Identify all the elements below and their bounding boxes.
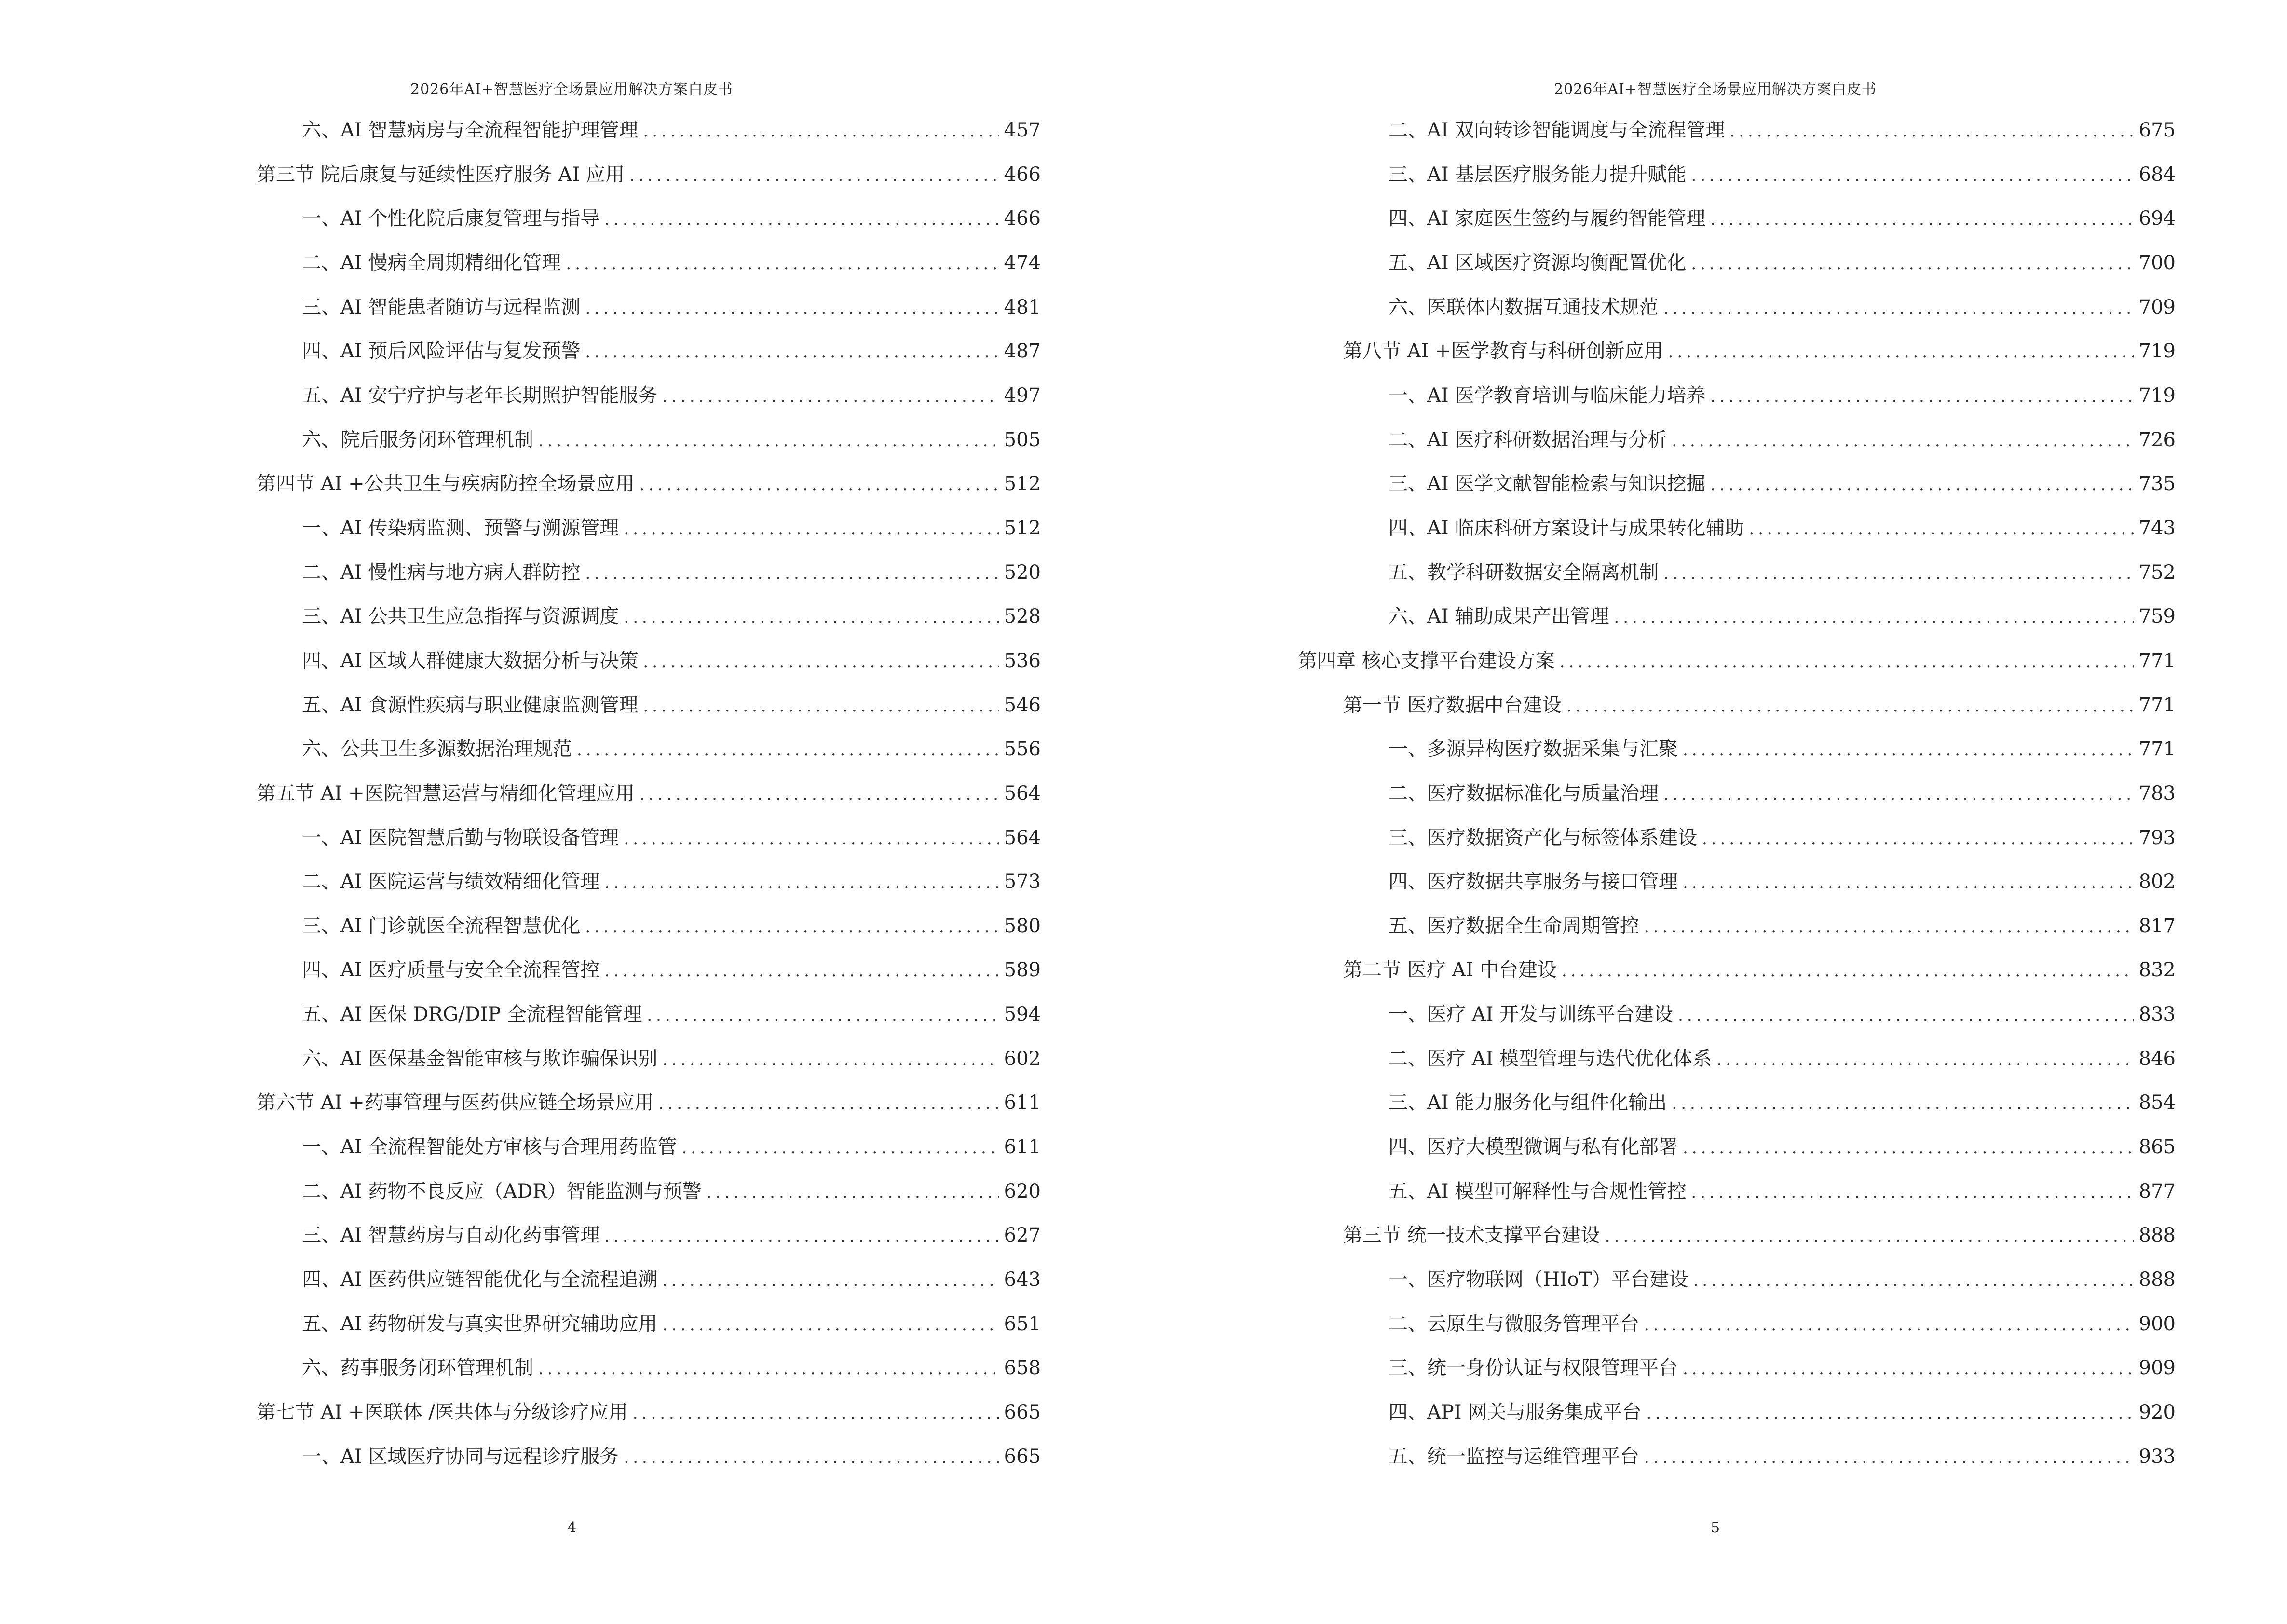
toc-entry-page: 520 bbox=[1004, 561, 1041, 584]
dot-leader bbox=[1691, 1178, 2134, 1207]
toc-entry-page: 602 bbox=[1004, 1047, 1041, 1070]
dot-leader bbox=[1691, 161, 2134, 190]
toc-entry[interactable] bbox=[1298, 425, 2176, 454]
toc-entry-title: 四、医疗数据共享服务与接口管理 bbox=[1389, 871, 1678, 893]
toc-entry[interactable] bbox=[211, 735, 1041, 764]
toc-entry-title: 六、AI 辅助成果产出管理 bbox=[1389, 605, 1609, 628]
toc-entry-title: 三、AI 门诊就医全流程智慧优化 bbox=[302, 914, 581, 937]
toc-entry-page: 594 bbox=[1004, 1003, 1041, 1026]
toc-entry[interactable] bbox=[1298, 602, 2176, 631]
dot-leader bbox=[585, 338, 999, 367]
toc-entry-title: 五、统一监控与运维管理平台 bbox=[1389, 1445, 1639, 1468]
toc-entry[interactable] bbox=[1298, 823, 2176, 852]
toc-entry-page: 580 bbox=[1004, 914, 1041, 937]
toc-entry-title: 二、AI 药物不良反应（ADR）智能监测与预警 bbox=[302, 1180, 702, 1202]
toc-entry-page: 888 bbox=[2138, 1269, 2176, 1291]
page-number: 4 bbox=[567, 1519, 577, 1536]
toc-entry-title: 一、AI 全流程智能处方审核与合理用药监管 bbox=[302, 1136, 677, 1159]
toc-entry-page: 466 bbox=[1004, 163, 1041, 186]
toc-entry[interactable] bbox=[211, 514, 1041, 543]
dot-leader bbox=[1729, 117, 2134, 146]
toc-entry[interactable] bbox=[1298, 116, 2176, 145]
dot-leader bbox=[1749, 515, 2134, 544]
toc-entry-title: 一、医疗物联网（HIoT）平台建设 bbox=[1389, 1269, 1688, 1291]
dot-leader bbox=[643, 647, 999, 676]
toc-entry[interactable] bbox=[1298, 1442, 2176, 1471]
dot-leader bbox=[577, 736, 999, 764]
toc-entry[interactable] bbox=[211, 646, 1041, 675]
toc-entry[interactable] bbox=[211, 602, 1041, 631]
toc-entry-title: 第五节 AI +医院智慧运营与精细化管理应用 bbox=[257, 782, 635, 805]
toc-entry-title: 六、公共卫生多源数据治理规范 bbox=[302, 738, 572, 761]
toc-entry-title: 四、API 网关与服务集成平台 bbox=[1389, 1401, 1642, 1424]
dot-leader bbox=[1614, 603, 2134, 632]
toc-entry-page: 474 bbox=[1004, 251, 1041, 274]
toc-entry-page: 546 bbox=[1004, 694, 1041, 716]
dot-leader bbox=[1644, 1310, 2134, 1339]
toc-entry-title: 五、医疗数据全生命周期管控 bbox=[1389, 914, 1639, 937]
toc-entry[interactable] bbox=[1298, 1044, 2176, 1073]
dot-leader bbox=[604, 1222, 999, 1251]
toc-entry-title: 第三节 院后康复与延续性医疗服务 AI 应用 bbox=[257, 163, 625, 186]
running-header: 2026年AI+智慧医疗全场景应用解决方案白皮书 bbox=[410, 81, 733, 98]
toc-entry-title: 四、AI 预后风险评估与复发预警 bbox=[302, 340, 581, 363]
toc-entry[interactable] bbox=[211, 1221, 1041, 1250]
dot-leader bbox=[640, 470, 999, 499]
dot-leader bbox=[662, 1310, 999, 1339]
toc-entry[interactable] bbox=[211, 1310, 1041, 1338]
dot-leader bbox=[604, 956, 999, 985]
toc-entry-page: 611 bbox=[1004, 1092, 1041, 1114]
toc-entry[interactable] bbox=[211, 912, 1041, 941]
toc-entry-page: 466 bbox=[1004, 207, 1041, 230]
toc-entry-title: 五、AI 安宁疗护与老年长期照护智能服务 bbox=[302, 384, 658, 407]
toc-entry-title: 三、AI 能力服务化与组件化输出 bbox=[1389, 1092, 1667, 1114]
toc-entry[interactable] bbox=[1298, 558, 2176, 587]
toc-entry-page: 487 bbox=[1004, 340, 1041, 363]
toc-entry-title: 六、院后服务闭环管理机制 bbox=[302, 428, 533, 451]
toc-entry-page: 771 bbox=[2138, 694, 2176, 716]
dot-leader bbox=[1668, 338, 2134, 367]
dot-leader bbox=[1678, 1001, 2134, 1030]
dot-leader bbox=[604, 205, 999, 234]
toc-entry-title: 三、统一身份认证与权限管理平台 bbox=[1389, 1357, 1678, 1379]
dot-leader bbox=[629, 161, 999, 190]
toc-entry-title: 第二节 医疗 AI 中台建设 bbox=[1343, 959, 1557, 982]
toc-entry-title: 四、AI 区域人群健康大数据分析与决策 bbox=[302, 649, 639, 672]
toc-entry-title: 三、AI 基层医疗服务能力提升赋能 bbox=[1389, 163, 1687, 186]
toc-entry-title: 六、AI 智慧病房与全流程智能护理管理 bbox=[302, 119, 639, 141]
dot-leader bbox=[662, 382, 999, 411]
toc-entry-page: 719 bbox=[2138, 384, 2176, 407]
toc-entry[interactable] bbox=[1298, 1265, 2176, 1294]
toc-entry-page: 817 bbox=[2138, 914, 2176, 937]
toc-entry[interactable] bbox=[1298, 1310, 2176, 1338]
toc-entry-page: 589 bbox=[1004, 959, 1041, 982]
toc-entry-page: 528 bbox=[1004, 605, 1041, 628]
toc-entry-title: 三、AI 医学文献智能检索与知识挖掘 bbox=[1389, 473, 1706, 495]
toc-entry-title: 第七节 AI +医联体 /医共体与分级诊疗应用 bbox=[257, 1401, 628, 1424]
toc-entry-title: 二、AI 慢病全周期精细化管理 bbox=[302, 251, 561, 274]
toc-entry-page: 611 bbox=[1004, 1136, 1041, 1159]
toc-entry-title: 一、AI 医院智慧后勤与物联设备管理 bbox=[302, 826, 619, 849]
toc-entry-page: 802 bbox=[2138, 871, 2176, 893]
toc-entry-page: 933 bbox=[2138, 1445, 2176, 1468]
dot-leader bbox=[633, 1399, 999, 1428]
dot-leader bbox=[1716, 1045, 2134, 1074]
toc-entry-page: 573 bbox=[1004, 871, 1041, 893]
toc-entry-title: 四、AI 医疗质量与安全全流程管控 bbox=[302, 959, 600, 982]
dot-leader bbox=[1693, 1266, 2134, 1295]
toc-entry[interactable] bbox=[211, 558, 1041, 587]
toc-entry[interactable] bbox=[211, 955, 1041, 984]
toc-entry[interactable] bbox=[211, 1133, 1041, 1161]
toc-entry[interactable] bbox=[211, 1398, 1041, 1427]
toc-entry-page: 658 bbox=[1004, 1357, 1041, 1379]
toc-entry-title: 三、AI 公共卫生应急指挥与资源调度 bbox=[302, 605, 619, 628]
toc-entry-title: 四、AI 医药供应链智能优化与全流程追溯 bbox=[302, 1269, 658, 1291]
toc-entry[interactable] bbox=[1298, 867, 2176, 896]
toc-entry-title: 第一节 医疗数据中台建设 bbox=[1343, 694, 1562, 716]
toc-entry[interactable] bbox=[1298, 1088, 2176, 1117]
dot-leader bbox=[624, 515, 999, 544]
toc-entry-title: 六、药事服务闭环管理机制 bbox=[302, 1357, 533, 1379]
toc-entry[interactable] bbox=[211, 823, 1041, 852]
toc-entry-title: 三、AI 智慧药房与自动化药事管理 bbox=[302, 1224, 600, 1247]
toc-entry-page: 735 bbox=[2138, 473, 2176, 495]
toc-entry-title: 一、医疗 AI 开发与训练平台建设 bbox=[1389, 1003, 1674, 1026]
toc-entry[interactable] bbox=[1298, 1221, 2176, 1250]
dot-leader bbox=[604, 868, 999, 897]
toc-entry[interactable] bbox=[211, 116, 1041, 145]
toc-entry-page: 620 bbox=[1004, 1180, 1041, 1202]
toc-entry-title: 一、AI 医学教育培训与临床能力培养 bbox=[1389, 384, 1706, 407]
toc-entry[interactable] bbox=[1298, 160, 2176, 189]
toc-entry[interactable] bbox=[1298, 646, 2176, 675]
toc-entry[interactable] bbox=[211, 691, 1041, 720]
toc-entry[interactable] bbox=[1298, 293, 2176, 322]
dot-leader bbox=[1710, 470, 2134, 499]
dot-leader bbox=[662, 1266, 999, 1295]
toc-entry[interactable] bbox=[1298, 469, 2176, 498]
toc-entry[interactable] bbox=[211, 204, 1041, 233]
toc-entry-page: 709 bbox=[2138, 296, 2176, 318]
toc-entry-title: 第四章 核心支撑平台建设方案 bbox=[1298, 649, 1555, 672]
toc-entry-title: 二、AI 双向转诊智能调度与全流程管理 bbox=[1389, 119, 1725, 141]
toc-entry-page: 564 bbox=[1004, 826, 1041, 849]
dot-leader bbox=[1644, 1443, 2134, 1472]
dot-leader bbox=[585, 294, 999, 323]
dot-leader bbox=[1560, 647, 2134, 676]
toc-entry-page: 457 bbox=[1004, 119, 1041, 141]
dot-leader bbox=[1691, 249, 2134, 278]
dot-leader bbox=[1663, 780, 2134, 809]
toc-entry-title: 一、AI 传染病监测、预警与溯源管理 bbox=[302, 517, 619, 539]
toc-entry-title: 一、多源异构医疗数据采集与汇聚 bbox=[1389, 738, 1678, 761]
toc-entry[interactable] bbox=[211, 248, 1041, 277]
dot-leader bbox=[624, 603, 999, 632]
toc-entry-page: 726 bbox=[2138, 428, 2176, 451]
toc-entry-page: 793 bbox=[2138, 826, 2176, 849]
dot-leader bbox=[1672, 426, 2134, 455]
toc-entry-title: 三、医疗数据资产化与标签体系建设 bbox=[1389, 826, 1697, 849]
toc-entry-page: 771 bbox=[2138, 738, 2176, 761]
toc-entry[interactable] bbox=[1298, 1000, 2176, 1029]
dot-leader bbox=[1683, 1354, 2134, 1383]
toc-entry[interactable] bbox=[1298, 381, 2176, 410]
toc-entry[interactable] bbox=[211, 1442, 1041, 1471]
toc-entry-title: 一、AI 个性化院后康复管理与指导 bbox=[302, 207, 600, 230]
dot-leader bbox=[647, 1001, 999, 1030]
toc-entry-title: 二、AI 医院运营与绩效精细化管理 bbox=[302, 871, 600, 893]
dot-leader bbox=[1710, 205, 2134, 234]
dot-leader bbox=[538, 1354, 999, 1383]
dot-leader bbox=[1605, 1222, 2134, 1251]
dot-leader bbox=[1702, 824, 2134, 853]
dot-leader bbox=[1672, 1089, 2134, 1118]
toc-entry-page: 556 bbox=[1004, 738, 1041, 761]
toc-entry-title: 第八节 AI +医学教育与科研创新应用 bbox=[1343, 340, 1663, 363]
toc-entry-page: 719 bbox=[2138, 340, 2176, 363]
toc-entry[interactable] bbox=[211, 1177, 1041, 1206]
toc-entry-page: 684 bbox=[2138, 163, 2176, 186]
toc-entry-title: 第三节 统一技术支撑平台建设 bbox=[1343, 1224, 1600, 1247]
page-number: 5 bbox=[1710, 1519, 1720, 1536]
toc-entry-page: 564 bbox=[1004, 782, 1041, 805]
dot-leader bbox=[538, 426, 999, 455]
toc-entry-title: 四、AI 临床科研方案设计与成果转化辅助 bbox=[1389, 517, 1744, 539]
toc-entry-title: 六、AI 医保基金智能审核与欺诈骗保识别 bbox=[302, 1047, 658, 1070]
toc-list bbox=[1298, 116, 2176, 1471]
dot-leader bbox=[643, 692, 999, 721]
toc-entry[interactable] bbox=[1298, 691, 2176, 720]
toc-entry-page: 833 bbox=[2138, 1003, 2176, 1026]
toc-entry-page: 651 bbox=[1004, 1312, 1041, 1335]
toc-entry[interactable] bbox=[211, 867, 1041, 896]
toc-entry-page: 497 bbox=[1004, 384, 1041, 407]
toc-entry-title: 五、AI 模型可解释性与合规性管控 bbox=[1389, 1180, 1687, 1202]
toc-entry-page: 694 bbox=[2138, 207, 2176, 230]
toc-entry[interactable] bbox=[211, 160, 1041, 189]
toc-entry-page: 877 bbox=[2138, 1180, 2176, 1202]
toc-entry[interactable] bbox=[211, 293, 1041, 322]
dot-leader bbox=[640, 780, 999, 809]
toc-entry-title: 三、AI 智能患者随访与远程监测 bbox=[302, 296, 581, 318]
dot-leader bbox=[566, 249, 999, 278]
toc-entry-page: 832 bbox=[2138, 959, 2176, 982]
toc-entry-page: 759 bbox=[2138, 605, 2176, 628]
toc-entry-title: 五、教学科研数据安全隔离机制 bbox=[1389, 561, 1659, 584]
toc-entry-title: 一、AI 区域医疗协同与远程诊疗服务 bbox=[302, 1445, 619, 1468]
toc-entry-page: 665 bbox=[1004, 1445, 1041, 1468]
toc-entry-page: 643 bbox=[1004, 1269, 1041, 1291]
toc-entry-page: 846 bbox=[2138, 1047, 2176, 1070]
toc-entry-title: 第六节 AI +药事管理与医药供应链全场景应用 bbox=[257, 1092, 654, 1114]
toc-entry-title: 第四节 AI +公共卫生与疾病防控全场景应用 bbox=[257, 473, 635, 495]
toc-entry[interactable] bbox=[211, 779, 1041, 808]
dot-leader bbox=[662, 1045, 999, 1074]
dot-leader bbox=[585, 559, 999, 588]
toc-entry[interactable] bbox=[1298, 337, 2176, 366]
toc-entry[interactable] bbox=[211, 1088, 1041, 1117]
dot-leader bbox=[624, 824, 999, 853]
toc-entry[interactable] bbox=[211, 1000, 1041, 1029]
toc-entry[interactable] bbox=[1298, 912, 2176, 941]
toc-page-right bbox=[1144, 0, 2287, 1624]
toc-entry-page: 665 bbox=[1004, 1401, 1041, 1424]
toc-entry-title: 五、AI 医保 DRG/DIP 全流程智能管理 bbox=[302, 1003, 642, 1026]
toc-entry-page: 865 bbox=[2138, 1136, 2176, 1159]
toc-entry-title: 二、云原生与微服务管理平台 bbox=[1389, 1312, 1639, 1335]
toc-entry[interactable] bbox=[1298, 514, 2176, 543]
toc-entry[interactable] bbox=[1298, 1133, 2176, 1161]
toc-entry-title: 四、医疗大模型微调与私有化部署 bbox=[1389, 1136, 1678, 1159]
toc-entry[interactable] bbox=[1298, 955, 2176, 984]
toc-entry[interactable] bbox=[1298, 1177, 2176, 1206]
dot-leader bbox=[643, 117, 999, 146]
toc-entry-title: 二、AI 医疗科研数据治理与分析 bbox=[1389, 428, 1667, 451]
toc-entry[interactable] bbox=[211, 1265, 1041, 1294]
toc-entry-page: 783 bbox=[2138, 782, 2176, 805]
toc-entry[interactable] bbox=[1298, 735, 2176, 764]
toc-entry-title: 二、医疗数据标准化与质量治理 bbox=[1389, 782, 1659, 805]
toc-entry[interactable] bbox=[211, 1044, 1041, 1073]
toc-entry[interactable] bbox=[211, 381, 1041, 410]
dot-leader bbox=[681, 1133, 999, 1162]
dot-leader bbox=[1663, 559, 2134, 588]
toc-entry[interactable] bbox=[1298, 204, 2176, 233]
dot-leader bbox=[1683, 868, 2134, 897]
dot-leader bbox=[624, 1443, 999, 1472]
dot-leader bbox=[659, 1089, 999, 1118]
dot-leader bbox=[1683, 736, 2134, 764]
dot-leader bbox=[1644, 913, 2134, 942]
toc-entry[interactable] bbox=[211, 1353, 1041, 1382]
toc-entry-page: 900 bbox=[2138, 1312, 2176, 1335]
toc-entry-page: 675 bbox=[2138, 119, 2176, 141]
toc-entry-page: 481 bbox=[1004, 296, 1041, 318]
toc-entry-page: 920 bbox=[2138, 1401, 2176, 1424]
toc-entry[interactable] bbox=[211, 425, 1041, 454]
toc-entry-title: 六、医联体内数据互通技术规范 bbox=[1389, 296, 1659, 318]
toc-entry-page: 771 bbox=[2138, 649, 2176, 672]
dot-leader bbox=[1710, 382, 2134, 411]
dot-leader bbox=[1663, 294, 2134, 323]
dot-leader bbox=[1562, 956, 2134, 985]
toc-entry-page: 743 bbox=[2138, 517, 2176, 539]
dot-leader bbox=[706, 1178, 999, 1207]
toc-entry-page: 752 bbox=[2138, 561, 2176, 584]
dot-leader bbox=[1646, 1399, 2134, 1428]
toc-entry-page: 536 bbox=[1004, 649, 1041, 672]
running-header: 2026年AI+智慧医疗全场景应用解决方案白皮书 bbox=[1554, 81, 1877, 98]
dot-leader bbox=[1683, 1133, 2134, 1162]
toc-entry-title: 四、AI 家庭医生签约与履约智能管理 bbox=[1389, 207, 1706, 230]
dot-leader bbox=[585, 913, 999, 942]
toc-entry-title: 五、AI 区域医疗资源均衡配置优化 bbox=[1389, 251, 1687, 274]
toc-entry-title: 二、AI 慢性病与地方病人群防控 bbox=[302, 561, 581, 584]
toc-entry[interactable] bbox=[1298, 248, 2176, 277]
toc-entry-page: 909 bbox=[2138, 1357, 2176, 1379]
toc-entry[interactable] bbox=[1298, 1398, 2176, 1427]
toc-entry-page: 888 bbox=[2138, 1224, 2176, 1247]
toc-entry-title: 五、AI 药物研发与真实世界研究辅助应用 bbox=[302, 1312, 658, 1335]
toc-entry[interactable] bbox=[1298, 1353, 2176, 1382]
toc-entry[interactable] bbox=[211, 337, 1041, 366]
toc-entry[interactable] bbox=[1298, 779, 2176, 808]
toc-entry-page: 627 bbox=[1004, 1224, 1041, 1247]
toc-entry-page: 505 bbox=[1004, 428, 1041, 451]
toc-entry-title: 五、AI 食源性疾病与职业健康监测管理 bbox=[302, 694, 639, 716]
toc-entry-page: 854 bbox=[2138, 1092, 2176, 1114]
toc-entry[interactable] bbox=[211, 469, 1041, 498]
toc-entry-page: 512 bbox=[1004, 473, 1041, 495]
toc-list bbox=[211, 116, 1041, 1471]
toc-entry-page: 700 bbox=[2138, 251, 2176, 274]
toc-entry-page: 512 bbox=[1004, 517, 1041, 539]
dot-leader bbox=[1566, 692, 2134, 721]
toc-entry-title: 二、医疗 AI 模型管理与迭代优化体系 bbox=[1389, 1047, 1712, 1070]
